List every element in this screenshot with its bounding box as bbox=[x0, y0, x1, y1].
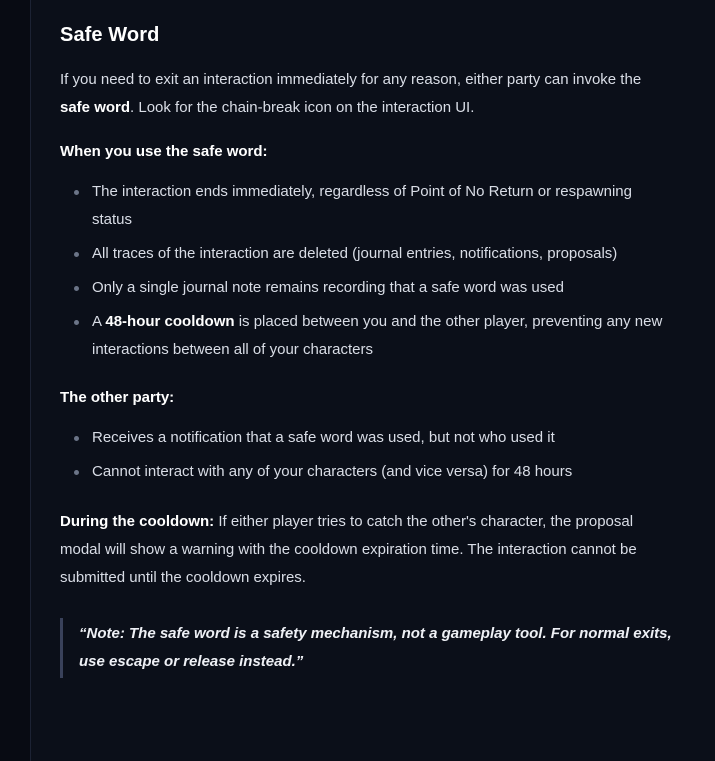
during-cooldown-text: If either player tries to catch the other's character, the proposal modal will show a warning with the cooldown expiration time. The interaction cannot be submitted until the cooldown expires. bbox=[60, 513, 637, 586]
intro-paragraph bbox=[60, 66, 675, 122]
list-item bbox=[60, 274, 675, 302]
page-title: Safe Word bbox=[60, 24, 160, 46]
intro-text-bold: safe word bbox=[60, 99, 131, 116]
note-blockquote bbox=[60, 618, 675, 678]
list-item-text: Cannot interact with any of your characters (and vice versa) for 48 hours bbox=[92, 463, 573, 480]
when-you-use-bullet-list bbox=[60, 178, 675, 364]
section-heading-other-party: The other party: bbox=[60, 389, 175, 406]
section-heading-when-you-use: When you use the safe word: bbox=[60, 143, 268, 160]
intro-text-pre: If you need to exit an interaction immediately for any reason, either party can invoke the bbox=[60, 71, 642, 88]
list-item-cooldown bbox=[60, 308, 675, 364]
list-item bbox=[60, 240, 675, 268]
left-rail bbox=[0, 0, 31, 761]
list-item-text: All traces of the interaction are deleted (journal entries, notifications, proposals) bbox=[92, 245, 618, 262]
list-item bbox=[60, 424, 675, 452]
list-item bbox=[60, 458, 675, 486]
list-item-text: The interaction ends immediately, regardless of Point of No Return or respawning status bbox=[92, 183, 632, 228]
intro-text-post: . Look for the chain-break icon on the interaction UI. bbox=[130, 99, 475, 116]
list-item-text-pre: A bbox=[92, 313, 106, 330]
list-item-text: Receives a notification that a safe word was used, but not who used it bbox=[92, 429, 555, 446]
note-text: “Note: The safe word is a safety mechanism, not a gameplay tool. For normal exits, use escape or release instead.” bbox=[79, 625, 672, 670]
during-cooldown-label: During the cooldown: bbox=[60, 513, 215, 530]
list-item-text-bold: 48-hour cooldown bbox=[105, 313, 235, 330]
list-item bbox=[60, 178, 675, 234]
during-cooldown-paragraph bbox=[60, 508, 675, 592]
list-item-text: Only a single journal note remains recording that a safe word was used bbox=[92, 279, 564, 296]
other-party-bullet-list bbox=[60, 424, 675, 486]
document-content bbox=[31, 0, 715, 761]
list-item-text-post: is placed between you and the other player, preventing any new interactions between all of your characters bbox=[92, 313, 663, 358]
